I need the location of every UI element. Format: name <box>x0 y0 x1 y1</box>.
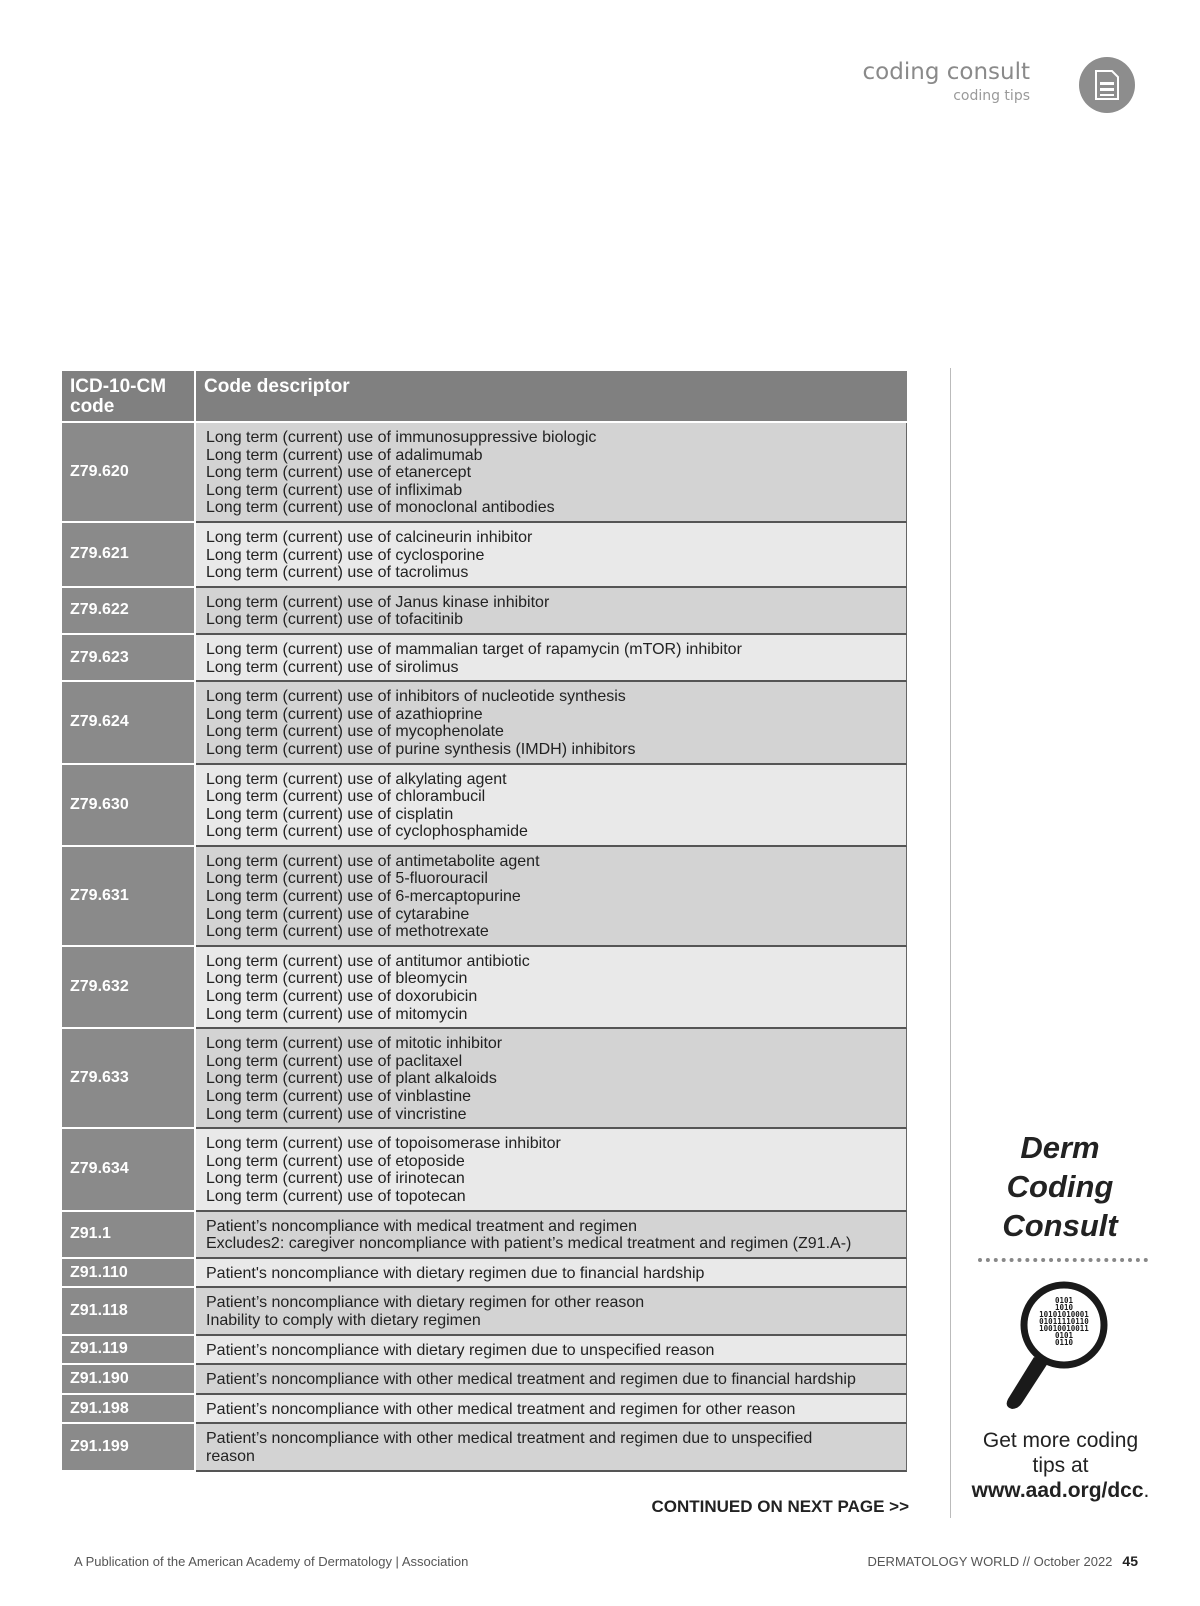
descriptor-line: Long term (current) use of topoisomerase inhibitor <box>206 1135 561 1153</box>
code-descriptor-cell <box>196 682 907 764</box>
icd-code-cell: Z79.624 <box>62 682 196 764</box>
table-row <box>62 1129 907 1211</box>
descriptor-line: Long term (current) use of doxorubicin <box>206 988 478 1006</box>
descriptor-line: Long term (current) use of alkylating agent <box>206 770 507 788</box>
descriptor-line: Long term (current) use of purine synthesis (IMDH) inhibitors <box>206 740 636 758</box>
icd-code-cell: Z91.199 <box>62 1424 196 1471</box>
table-row <box>62 847 907 947</box>
descriptor-line: Long term (current) use of irinotecan <box>206 1170 465 1188</box>
code-descriptor-cell <box>196 765 907 847</box>
continued-notice: CONTINUED ON NEXT PAGE >> <box>651 1497 909 1516</box>
binary-line: 0101 <box>1054 1331 1074 1340</box>
icd-code-cell: Z91.118 <box>62 1288 196 1335</box>
descriptor-line: Long term (current) use of Janus kinase inhibitor <box>206 593 550 611</box>
descriptor-line: Long term (current) use of cyclophosphamide <box>206 823 528 841</box>
document-icon <box>1079 57 1135 113</box>
descriptor-line: Long term (current) use of antimetabolite agent <box>206 852 540 870</box>
descriptor-line: Patient's noncompliance with dietary regimen due to financial hardship <box>206 1264 705 1282</box>
code-descriptor-cell <box>196 423 907 523</box>
binary-line: 0110 <box>1054 1338 1074 1347</box>
descriptor-line: Long term (current) use of 5-fluorouracil <box>206 870 488 888</box>
table-row <box>62 1212 907 1259</box>
section-subtitle: coding tips <box>953 88 1030 104</box>
table-row <box>62 423 907 523</box>
icd-code-cell: Z91.198 <box>62 1395 196 1425</box>
table-row <box>62 1395 907 1425</box>
descriptor-line: Long term (current) use of plant alkaloids <box>206 1070 497 1088</box>
binary-line: 01011110110 <box>1039 1317 1089 1326</box>
table-row <box>62 765 907 847</box>
code-descriptor-cell <box>196 1212 907 1259</box>
descriptor-line: Long term (current) use of 6-mercaptopurine <box>206 888 521 906</box>
section-title: coding consult <box>862 59 1030 85</box>
descriptor-line: Inability to comply with dietary regimen <box>206 1311 481 1329</box>
binary-line: 10101010001 <box>1039 1310 1089 1319</box>
descriptor-line: Long term (current) use of paclitaxel <box>206 1052 463 1070</box>
descriptor-line: Long term (current) use of vinblastine <box>206 1088 472 1105</box>
icd-code-cell: Z79.623 <box>62 635 196 682</box>
page-header <box>863 58 1030 104</box>
code-descriptor-cell <box>196 947 907 1029</box>
icd-code-cell: Z79.622 <box>62 588 196 635</box>
descriptor-line: Long term (current) use of vincristine <box>206 1105 467 1123</box>
descriptor-line: Long term (current) use of cyclosporine <box>206 546 485 564</box>
descriptor-line: Patient’s noncompliance with dietary regimen for other reason <box>206 1294 645 1312</box>
icd-code-cell: Z79.621 <box>62 523 196 588</box>
descriptor-line: Long term (current) use of azathioprine <box>206 705 483 723</box>
descriptor-line: Patient’s noncompliance with dietary regimen due to unspecified reason <box>206 1341 715 1359</box>
table-row <box>62 947 907 1029</box>
column-header-descriptor: Code descriptor <box>196 371 907 423</box>
icd-code-cell: Z79.633 <box>62 1029 196 1129</box>
descriptor-line: Long term (current) use of monoclonal antibodies <box>206 499 555 517</box>
descriptor-line: Long term (current) use of methotrexate <box>206 923 489 941</box>
descriptor-line: Excludes2: caregiver noncompliance with patient’s medical treatment and regimen (Z91.A-) <box>206 1235 852 1253</box>
icd-code-cell: Z91.1 <box>62 1212 196 1259</box>
descriptor-line: Long term (current) use of bleomycin <box>206 970 468 988</box>
dotted-divider <box>978 1258 1148 1262</box>
binary-line: 0101 <box>1054 1296 1074 1305</box>
code-descriptor-cell <box>196 1365 907 1395</box>
descriptor-line: Patient’s noncompliance with other medical treatment and regimen due to unspecified <box>206 1430 813 1448</box>
descriptor-line: Long term (current) use of etoposide <box>206 1152 465 1170</box>
icd-code-cell: Z79.632 <box>62 947 196 1029</box>
code-descriptor-cell <box>196 588 907 635</box>
icd-code-cell: Z91.119 <box>62 1336 196 1366</box>
title-line: Derm <box>1020 1130 1100 1165</box>
descriptor-line: Patient’s noncompliance with other medical treatment and regimen due to financial hardship <box>206 1371 856 1389</box>
descriptor-line: Long term (current) use of mycophenolate <box>206 723 504 741</box>
descriptor-line: Long term (current) use of topotecan <box>206 1187 466 1205</box>
table-row <box>62 588 907 635</box>
table-row <box>62 1259 907 1289</box>
descriptor-line: Long term (current) use of cisplatin <box>206 805 454 823</box>
code-descriptor-cell <box>196 1129 907 1211</box>
descriptor-line: Long term (current) use of cytarabine <box>206 905 470 923</box>
descriptor-line: Long term (current) use of mammalian target of rapamycin (mTOR) inhibitor <box>206 640 742 658</box>
code-descriptor-cell <box>196 1259 907 1289</box>
title-line: Coding <box>1006 1169 1114 1204</box>
icd-code-cell: Z91.110 <box>62 1259 196 1289</box>
descriptor-line: Long term (current) use of sirolimus <box>206 658 459 676</box>
descriptor-line: Long term (current) use of antitumor antibiotic <box>206 952 530 970</box>
code-descriptor-cell <box>196 847 907 947</box>
icd-code-cell: Z79.634 <box>62 1129 196 1211</box>
descriptor-line: Long term (current) use of mitomycin <box>206 1005 468 1023</box>
table-row <box>62 1424 907 1471</box>
magnifying-glass-icon <box>1000 1275 1120 1414</box>
table-header-row <box>62 371 907 423</box>
title-line: Consult <box>1002 1208 1118 1243</box>
footer-magazine-date: DERMATOLOGY WORLD // October 2022 <box>867 1554 1113 1569</box>
descriptor-line: Long term (current) use of mitotic inhibitor <box>206 1035 503 1053</box>
table-row <box>62 635 907 682</box>
descriptor-line: Long term (current) use of tofacitinib <box>206 611 464 629</box>
table-row <box>62 523 907 588</box>
icd-code-table <box>62 371 907 1472</box>
descriptor-line: Patient’s noncompliance with other medical treatment and regimen for other reason <box>206 1400 796 1418</box>
table-row <box>62 1365 907 1395</box>
descriptor-line: reason <box>206 1447 255 1465</box>
code-descriptor-cell <box>196 1029 907 1129</box>
icd-code-cell: Z91.190 <box>62 1365 196 1395</box>
descriptor-line: Long term (current) use of immunosuppressive biologic <box>206 429 597 446</box>
descriptor-line: Long term (current) use of etanercept <box>206 464 472 482</box>
page-number: 45 <box>1122 1553 1138 1569</box>
derm-coding-consult-title <box>970 1128 1150 1245</box>
descriptor-line: Long term (current) use of calcineurin inhibitor <box>206 528 533 546</box>
descriptor-line: Long term (current) use of infliximab <box>206 481 463 499</box>
tips-link[interactable]: www.aad.org/dcc <box>971 1479 1144 1502</box>
descriptor-line: Patient’s noncompliance with medical treatment and regimen <box>206 1217 638 1235</box>
footer-issue <box>868 1553 1139 1569</box>
icd-code-cell: Z79.620 <box>62 423 196 523</box>
descriptor-line: Long term (current) use of tacrolimus <box>206 564 469 582</box>
tips-prefix: Get more coding tips at <box>982 1429 1139 1477</box>
code-descriptor-cell <box>196 1395 907 1425</box>
descriptor-line: Long term (current) use of inhibitors of nucleotide synthesis <box>206 688 626 706</box>
table-row <box>62 1288 907 1335</box>
sidebar-divider <box>950 368 951 1518</box>
binary-line: 1010 <box>1054 1303 1074 1312</box>
icd-code-cell: Z79.630 <box>62 765 196 847</box>
descriptor-line: Long term (current) use of adalimumab <box>206 446 483 464</box>
tips-suffix: . <box>1143 1479 1150 1502</box>
more-tips-text <box>968 1428 1153 1503</box>
code-descriptor-cell <box>196 1336 907 1366</box>
icd-code-cell: Z79.631 <box>62 847 196 947</box>
footer-publication: A Publication of the American Academy of Dermatology | Association <box>74 1554 469 1569</box>
descriptor-line: Long term (current) use of chlorambucil <box>206 788 486 806</box>
code-descriptor-cell <box>196 1424 907 1471</box>
binary-line: 10010010011 <box>1039 1324 1089 1333</box>
code-descriptor-cell <box>196 635 907 682</box>
table-row <box>62 682 907 764</box>
table-row <box>62 1336 907 1366</box>
code-descriptor-cell <box>196 523 907 588</box>
table-row <box>62 1029 907 1129</box>
code-descriptor-cell <box>196 1288 907 1335</box>
column-header-code: ICD-10-CM code <box>62 371 196 423</box>
